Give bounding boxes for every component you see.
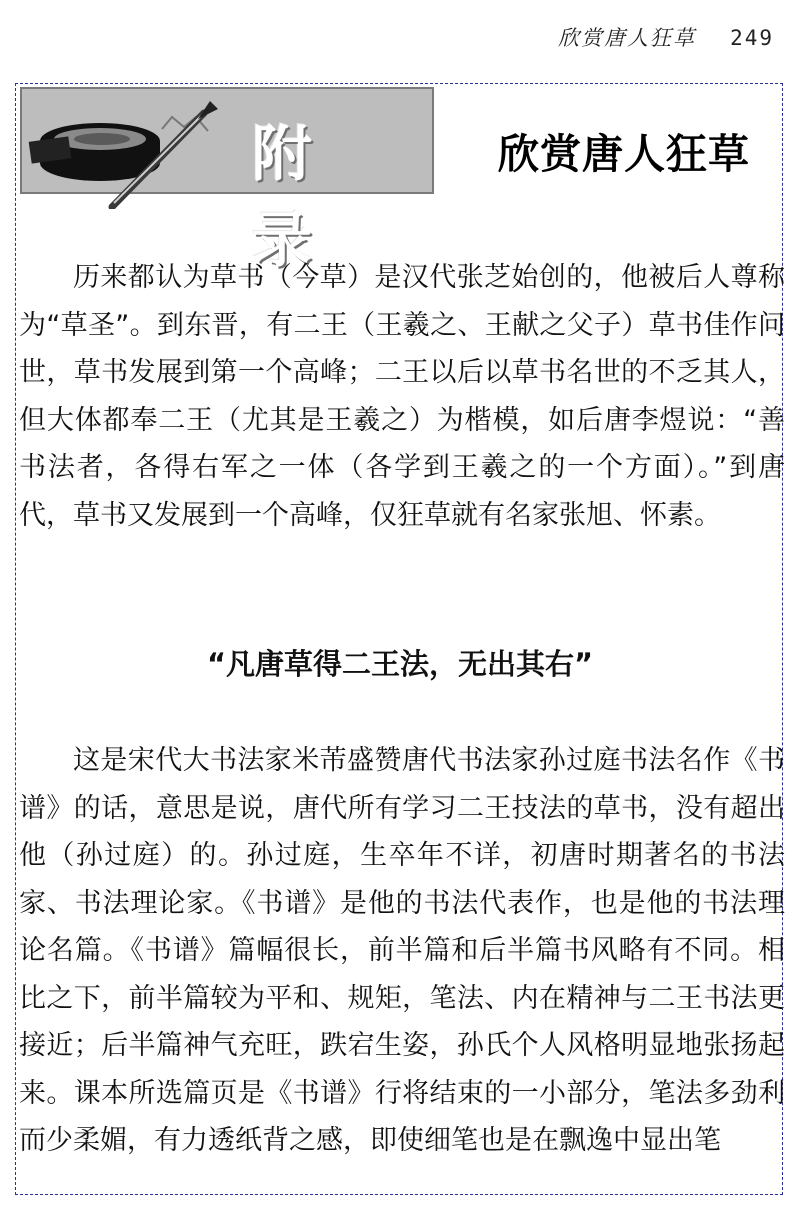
running-header-title: 欣赏唐人狂草 xyxy=(558,26,697,50)
chapter-title: 欣赏唐人狂草 xyxy=(498,130,750,178)
body-paragraph: 这是宋代大书法家米芾盛赞唐代书法家孙过庭书法名作《书谱》的话，意思是说，唐代所有学习二王技法的草书，没有超出他（孙过庭）的。孙过庭，生卒年不详，初唐时期著名的书法家、书法理论家。《书谱》是他的书法代表作，也是他的书法理论名篇。《书谱》篇幅很长，前半篇和后半篇书风略有不同。相比之下，前半篇较为平和、规矩，笔法、内在精神与二王书法更接近；后半篇神气充旺，跌宕生姿，孙氏个人风格明显地张扬起来。课本所选篇页是《书谱》行将结束的一小部分，笔法多劲利而少柔媚，有力透纸背之感，即使细笔也是在飘逸中显出笔 xyxy=(19,745,785,1156)
running-header xyxy=(558,22,774,52)
appendix-banner xyxy=(20,87,434,276)
appendix-label: 附录 xyxy=(252,120,356,276)
body-paragraph: 历来都认为草书（今草）是汉代张芝始创的，他被后人尊称为“草圣”。到东晋，有二王（王羲之、王献之父子）草书佳作问世，草书发展到第一个高峰；二王以后以草书名世的不乏其人，但大体都奉二王（尤其是王羲之）为楷模，如后唐李煜说：“善书法者，各得右军之一体（各学到王羲之的一个方面）。”到唐代，草书又发展到一个高峰，仅狂草就有名家张旭、怀素。 xyxy=(19,262,785,531)
section-heading: “凡唐草得二王法，无出其右” xyxy=(206,647,594,681)
page-number: 249 xyxy=(730,26,774,50)
